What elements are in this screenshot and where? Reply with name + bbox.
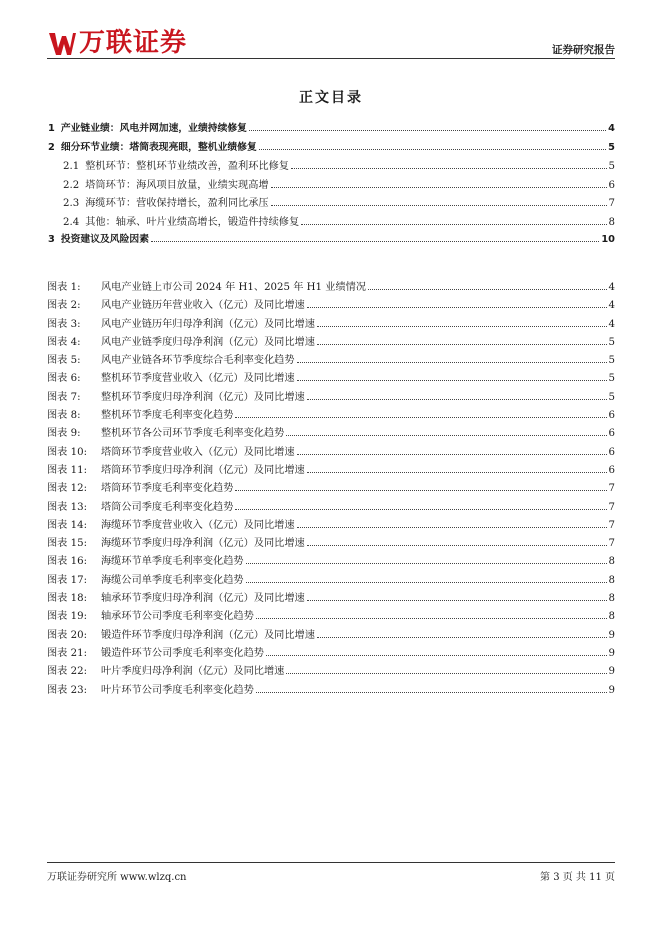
- figure-page: 7: [608, 501, 615, 513]
- figure-title: 轴承环节公司季度毛利率变化趋势: [101, 611, 254, 623]
- figure-page: 4: [608, 282, 615, 293]
- figure-entry[interactable]: [47, 662, 615, 680]
- dot-leader: [259, 149, 606, 150]
- figure-entry[interactable]: [47, 388, 615, 406]
- dot-leader: [271, 187, 607, 188]
- figure-title: 塔筒环节季度毛利率变化趋势: [101, 483, 234, 495]
- figure-label: 图表 19:: [47, 611, 88, 623]
- dot-leader: [249, 130, 606, 131]
- table-of-contents: [47, 120, 615, 250]
- figure-entry[interactable]: [47, 589, 615, 607]
- figure-label: 图表 18:: [47, 593, 88, 605]
- report-type-label: 证券研究报告: [552, 44, 615, 56]
- figure-page: 6: [608, 446, 615, 458]
- figure-label: 图表 9:: [47, 428, 81, 440]
- toc-entry-page: 6: [608, 179, 615, 191]
- figure-label: 图表 7:: [47, 391, 81, 403]
- dot-leader: [368, 289, 607, 290]
- dot-leader: [246, 582, 607, 583]
- toc-entry-page: 5: [608, 161, 615, 172]
- logo-text: 万联证券: [79, 28, 188, 58]
- footer-divider: [47, 862, 615, 863]
- toc-entry-title: 其他：轴承、叶片业绩高增长，锻造件持续修复: [85, 216, 300, 228]
- figure-label: 图表 10:: [47, 446, 88, 458]
- figure-title: 叶片季度归母净利润（亿元）及同比增速: [101, 666, 285, 678]
- figure-entry[interactable]: [47, 534, 615, 552]
- figure-title: 整机环节季度营业收入（亿元）及同比增速: [101, 373, 295, 385]
- dot-leader: [256, 618, 607, 619]
- header-divider: [47, 58, 615, 59]
- dot-leader: [297, 454, 607, 455]
- figure-title: 风电产业链季度归母净利润（亿元）及同比增速: [101, 336, 315, 348]
- toc-entry-page: 5: [608, 141, 615, 153]
- figure-label: 图表 20:: [47, 629, 88, 641]
- toc-entry-title: 投资建议及风险因素: [60, 234, 149, 245]
- dot-leader: [317, 326, 607, 327]
- figure-label: 图表 3:: [47, 318, 81, 330]
- dot-leader: [307, 399, 607, 400]
- dot-leader: [297, 362, 607, 363]
- figure-entry[interactable]: [47, 315, 615, 333]
- page-header: [0, 0, 662, 64]
- dot-leader: [256, 692, 607, 693]
- toc-entry-title: 细分环节业绩：塔筒表现亮眼，整机业绩修复: [60, 141, 257, 153]
- figure-title: 风电产业链历年营业收入（亿元）及同比增速: [101, 300, 305, 312]
- figure-entry[interactable]: [47, 607, 615, 625]
- figure-label: 图表 5:: [47, 355, 81, 367]
- figure-entry[interactable]: [47, 333, 615, 351]
- figure-title: 整机环节季度毛利率变化趋势: [101, 410, 234, 422]
- figure-page: 7: [608, 483, 615, 495]
- figure-title: 轴承环节季度归母净利润（亿元）及同比增速: [101, 593, 305, 605]
- dot-leader: [307, 307, 607, 308]
- figure-page: 4: [608, 318, 615, 330]
- figure-title: 塔筒公司季度毛利率变化趋势: [101, 501, 234, 513]
- figure-title: 塔筒环节季度营业收入（亿元）及同比增速: [101, 446, 295, 458]
- dot-leader: [291, 168, 607, 169]
- figure-page: 7: [608, 538, 615, 550]
- toc-entry-title: 海缆环节：营收保持增长，盈利同比承压: [85, 198, 269, 209]
- figure-entry[interactable]: [47, 296, 615, 314]
- dot-leader: [317, 344, 607, 345]
- dot-leader: [151, 241, 599, 242]
- figure-entry[interactable]: [47, 626, 615, 644]
- figure-title: 风电产业链上市公司 2024 年 H1、2025 年 H1 业绩情况: [101, 282, 367, 293]
- figure-label: 图表 2:: [47, 300, 81, 312]
- figure-page: 9: [608, 666, 615, 678]
- footer-source: 万联证券研究所 www.wlzq.cn: [47, 872, 187, 883]
- dot-leader: [266, 655, 607, 656]
- figure-title: 叶片环节公司季度毛利率变化趋势: [101, 684, 254, 696]
- toc-entry-number: 2.4: [63, 216, 80, 228]
- figure-label: 图表 22:: [47, 666, 88, 678]
- figure-label: 图表 6:: [47, 373, 81, 385]
- figure-label: 图表 14:: [47, 519, 88, 531]
- dot-leader: [307, 472, 607, 473]
- figure-page: 7: [608, 519, 615, 531]
- dot-leader: [235, 509, 606, 510]
- figure-page: 4: [608, 300, 615, 312]
- figure-label: 图表 13:: [47, 501, 88, 513]
- figure-page: 9: [608, 684, 615, 696]
- toc-entry[interactable]: [47, 139, 615, 158]
- toc-entry[interactable]: [47, 194, 615, 213]
- figure-title: 风电产业链各环节季度综合毛利率变化趋势: [101, 355, 295, 367]
- figure-title: 整机环节各公司环节季度毛利率变化趋势: [101, 428, 285, 440]
- toc-entry-number: 1: [48, 123, 55, 134]
- figure-entry[interactable]: [47, 443, 615, 461]
- footer-page-number: 第 3 页 共 11 页: [540, 872, 615, 883]
- figure-page: 8: [608, 574, 615, 586]
- figure-page: 9: [608, 629, 615, 641]
- company-logo: [47, 27, 187, 59]
- toc-entry-page: 4: [608, 123, 615, 134]
- figure-label: 图表 11:: [47, 464, 88, 476]
- figure-page: 5: [608, 373, 615, 385]
- toc-entry-number: 3: [48, 234, 55, 245]
- figure-entry[interactable]: [47, 351, 615, 369]
- toc-entry-title: 产业链业绩：风电并网加速，业绩持续修复: [60, 123, 247, 134]
- figure-page: 6: [608, 464, 615, 476]
- figure-entry[interactable]: [47, 516, 615, 534]
- toc-entry[interactable]: [47, 213, 615, 232]
- dot-leader: [286, 673, 606, 674]
- figure-entry[interactable]: [47, 406, 615, 424]
- figure-page: 5: [608, 391, 615, 403]
- toc-entry-title: 塔筒环节：海风项目放量，业绩实现高增: [85, 179, 269, 191]
- list-of-figures: [47, 278, 615, 699]
- figure-entry[interactable]: [47, 278, 615, 296]
- toc-entry-title: 整机环节：整机环节业绩改善，盈利环比修复: [85, 161, 289, 172]
- figure-title: 风电产业链历年归母净利润（亿元）及同比增速: [101, 318, 315, 330]
- dot-leader: [235, 417, 606, 418]
- figure-entry[interactable]: [47, 479, 615, 497]
- figure-label: 图表 16:: [47, 556, 88, 568]
- figure-title: 海缆环节季度归母净利润（亿元）及同比增速: [101, 538, 305, 550]
- toc-entry[interactable]: [47, 231, 615, 250]
- dot-leader: [235, 490, 606, 491]
- toc-entry-page: 8: [608, 216, 615, 228]
- toc-entry[interactable]: [47, 157, 615, 176]
- toc-entry[interactable]: [47, 120, 615, 139]
- toc-entry-page: 10: [601, 234, 615, 245]
- figure-entry[interactable]: [47, 681, 615, 699]
- figure-label: 图表 15:: [47, 538, 88, 550]
- dot-leader: [297, 380, 607, 381]
- figure-entry[interactable]: [47, 424, 615, 442]
- figure-page: 8: [608, 611, 615, 623]
- dot-leader: [301, 224, 606, 225]
- figure-entry[interactable]: [47, 369, 615, 387]
- toc-title: 正文目录: [299, 90, 363, 106]
- figure-entry[interactable]: [47, 498, 615, 516]
- figure-page: 5: [608, 355, 615, 367]
- figure-page: 8: [608, 556, 615, 568]
- figure-title: 海缆环节季度营业收入（亿元）及同比增速: [101, 519, 295, 531]
- figure-title: 锻造件环节季度归母净利润（亿元）及同比增速: [101, 629, 315, 641]
- figure-entry[interactable]: [47, 461, 615, 479]
- figure-title: 海缆环节单季度毛利率变化趋势: [101, 556, 244, 568]
- figure-label: 图表 1:: [47, 282, 81, 293]
- toc-entry[interactable]: [47, 176, 615, 195]
- toc-entry-number: 2.1: [63, 161, 80, 172]
- figure-label: 图表 23:: [47, 684, 88, 696]
- figure-entry[interactable]: [47, 644, 615, 662]
- figure-page: 8: [608, 593, 615, 605]
- figure-entry[interactable]: [47, 552, 615, 570]
- figure-page: 6: [608, 410, 615, 422]
- figure-label: 图表 12:: [47, 483, 88, 495]
- dot-leader: [307, 545, 607, 546]
- figure-title: 锻造件环节公司季度毛利率变化趋势: [101, 647, 264, 659]
- dot-leader: [317, 637, 607, 638]
- dot-leader: [307, 600, 607, 601]
- figure-title: 整机环节季度归母净利润（亿元）及同比增速: [101, 391, 305, 403]
- figure-label: 图表 4:: [47, 336, 81, 348]
- logo-w-icon: [47, 28, 77, 58]
- dot-leader: [297, 527, 607, 528]
- toc-entry-number: 2: [48, 141, 55, 153]
- figure-page: 5: [608, 336, 615, 348]
- figure-label: 图表 21:: [47, 647, 88, 659]
- figure-page: 9: [608, 647, 615, 659]
- dot-leader: [286, 435, 606, 436]
- figure-entry[interactable]: [47, 571, 615, 589]
- figure-page: 6: [608, 428, 615, 440]
- dot-leader: [246, 563, 607, 564]
- toc-entry-number: 2.3: [63, 198, 80, 209]
- figure-title: 海缆公司单季度毛利率变化趋势: [101, 574, 244, 586]
- dot-leader: [271, 205, 607, 206]
- toc-entry-page: 7: [608, 198, 615, 209]
- figure-label: 图表 8:: [47, 410, 81, 422]
- toc-entry-number: 2.2: [63, 179, 80, 191]
- figure-title: 塔筒环节季度归母净利润（亿元）及同比增速: [101, 464, 305, 476]
- figure-label: 图表 17:: [47, 574, 88, 586]
